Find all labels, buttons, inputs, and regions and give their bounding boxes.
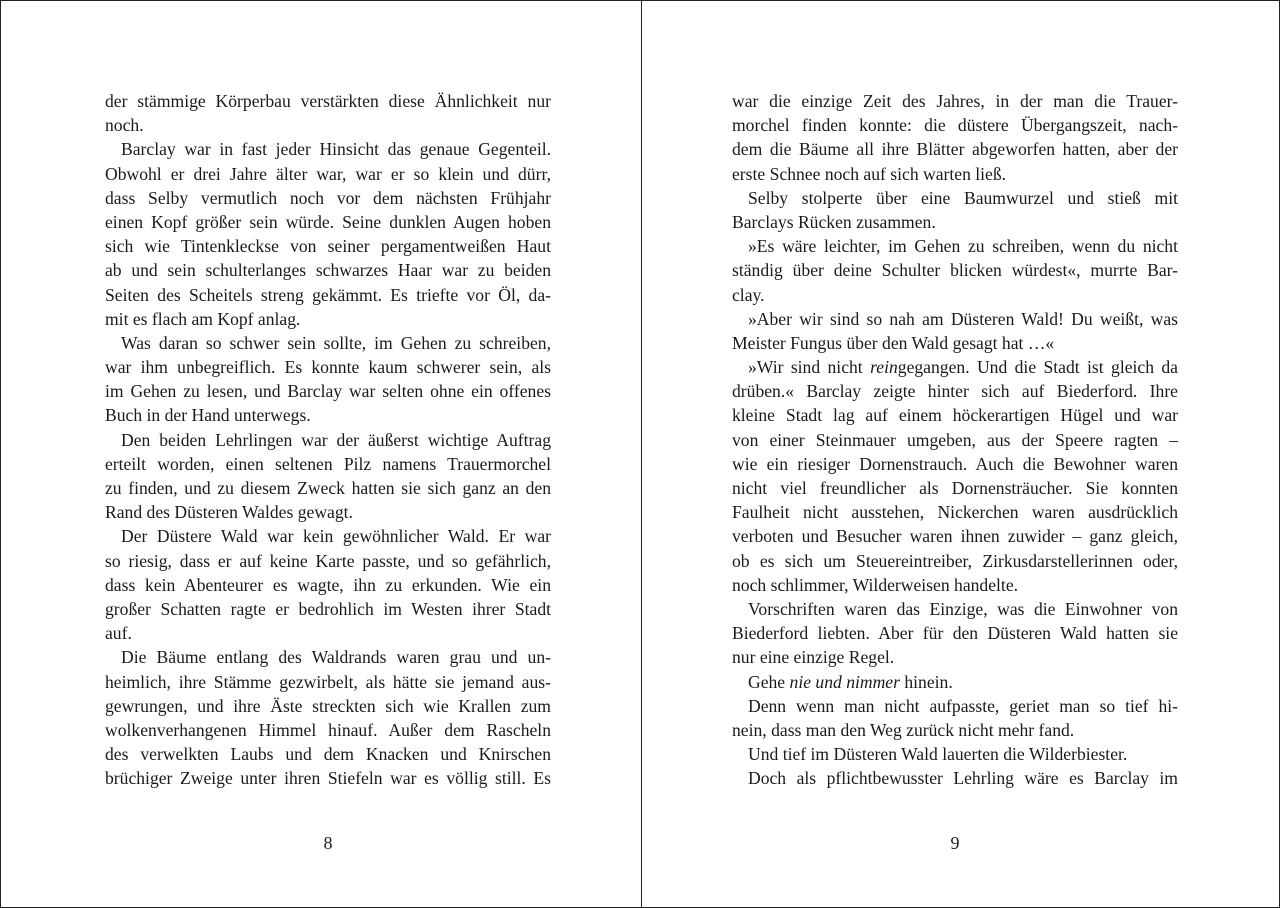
right-page-body <box>732 89 1178 790</box>
text-line: Selby stolperte über eine Baumwurzel und stieß mit <box>748 187 1178 208</box>
text-line: dass kein Abenteurer es wagte, ihn zu erkunden. Wie ein <box>105 574 551 595</box>
text-line: Biederford liebten. Aber für den Düsteren Wald hatten sie <box>732 623 1178 644</box>
text-line: ab und sein schulterlanges schwarzes Haar war zu beiden <box>105 260 551 281</box>
text-line: Faulheit nicht ausstehen, Nickerchen waren ausdrücklich <box>732 502 1178 523</box>
text-line: des verwelkten Laubs und dem Knacken und Knirschen <box>105 744 551 765</box>
text-line: verboten und Besucher waren ihnen zuwider – ganz gleich, <box>732 526 1178 547</box>
text-line: Obwohl er drei Jahre älter war, war er so klein und dürr, <box>105 163 551 184</box>
text-line: drüben.« Barclay zeigte hinter sich auf Biederford. Ihre <box>732 381 1178 402</box>
text-line: nein, dass man den Weg zurück nicht mehr fand. <box>732 719 1075 740</box>
text-line: sich wie Tintenkleckse von seiner pergamentweißen Haut <box>105 236 551 257</box>
text-line: einen Kopf größer sein würde. Seine dunklen Augen hoben <box>105 211 551 232</box>
text-line: heimlich, ihre Stämme gezwirbelt, als hätte sie jemand aus- <box>105 671 551 692</box>
text-line: morchel finden konnte: die düstere Übergangszeit, nach- <box>732 115 1178 136</box>
text-line: brüchiger Zweige unter ihren Stiefeln war es völlig still. Es <box>105 768 551 789</box>
emphasis-text: rein <box>870 357 898 378</box>
text-line: Und tief im Düsteren Wald lauerten die Wilderbiester. <box>748 744 1128 765</box>
text-line: Rand des Düsteren Waldes gewagt. <box>105 502 353 523</box>
text-line: von einer Steinmauer umgeben, aus der Speere ragten – <box>732 429 1178 450</box>
text-line: Meister Fungus über den Wald gesagt hat …« <box>732 332 1055 353</box>
text-line: Barclays Rücken zusammen. <box>732 211 936 232</box>
text-line: Den beiden Lehrlingen war der äußerst wichtige Auftrag <box>121 429 551 450</box>
text-line: großer Schatten ragte er bedrohlich im Westen ihrer Stadt <box>105 598 551 619</box>
page-gutter-divider <box>641 1 642 907</box>
text-line: Gehe nie und nimmer hinein. <box>748 671 953 692</box>
emphasis-text: nie und nimmer <box>789 671 900 692</box>
text-line: auf. <box>105 623 132 644</box>
text-line: mit es flach am Kopf anlag. <box>105 308 301 329</box>
right-page-number: 9 <box>950 833 960 853</box>
text-line: war ihm unbegreiflich. Es konnte kaum schwerer sein, als <box>105 357 551 378</box>
text-line: »Aber wir sind so nah am Düsteren Wald! Du weißt, was <box>748 308 1178 329</box>
text-line: nicht viel freundlicher als Dornensträucher. Sie konnten <box>732 478 1178 498</box>
text-line: »Es wäre leichter, im Gehen zu schreiben, wenn du nicht <box>748 236 1178 257</box>
text-line: Seiten des Scheitels streng gekämmt. Es triefte vor Öl, da- <box>105 284 551 305</box>
text-line: Vorschriften waren das Einzige, was die Einwohner von <box>748 598 1178 619</box>
text-line: dass Selby vermutlich noch vor dem nächsten Frühjahr <box>105 187 551 208</box>
text-line: gewrungen, und ihre Äste streckten sich wie Krallen zum <box>105 695 551 716</box>
left-page-number: 8 <box>323 833 333 853</box>
text-line: clay. <box>732 284 765 305</box>
text-line: so riesig, dass er auf keine Karte passte, und so gefährlich, <box>105 550 551 571</box>
text-line: Doch als pflichtbewusster Lehrling wäre es Barclay im <box>748 768 1178 789</box>
text-line: ob es sich um Steuereintreiber, Zirkusdarstellerinnen oder, <box>732 550 1178 571</box>
text-line: nur eine einzige Regel. <box>732 647 895 668</box>
text-line: Der Düstere Wald war kein gewöhnlicher Wald. Er war <box>121 526 551 547</box>
text-line: im Gehen zu lesen, und Barclay war selten ohne ein offenes <box>105 381 551 402</box>
left-page-body <box>105 89 551 790</box>
text-line: Denn wenn man nicht aufpasste, geriet man so tief hi- <box>748 695 1178 716</box>
text-line: dem die Bäume all ihre Blätter abgeworfen hatten, aber der <box>732 139 1178 160</box>
text-line: der stämmige Körperbau verstärkten diese Ähnlichkeit nur <box>105 91 551 111</box>
text-line: Buch in der Hand unterwegs. <box>105 405 311 426</box>
text-line: noch schlimmer, Wilderweisen handelte. <box>732 574 1019 595</box>
text-line: erteilt worden, einen seltenen Pilz namens Trauermorchel <box>105 453 551 474</box>
text-line: Was daran so schwer sein sollte, im Gehen zu schreiben, <box>121 332 551 353</box>
text-line: Barclay war in fast jeder Hinsicht das genaue Gegenteil. <box>121 139 551 160</box>
text-line: erste Schnee noch auf sich warten ließ. <box>732 163 1007 184</box>
text-line: war die einzige Zeit des Jahres, in der man die Trauer- <box>732 91 1178 111</box>
text-line: Die Bäume entlang des Waldrands waren grau und un- <box>121 647 551 668</box>
text-line: noch. <box>105 115 144 136</box>
text-line: wolkenverhangenen Himmel hinauf. Außer dem Rascheln <box>105 719 551 740</box>
text-line: wie ein riesiger Dornenstrauch. Auch die Bewohner waren <box>732 453 1178 474</box>
text-line: »Wir sind nicht reingegangen. Und die Stadt ist gleich da <box>748 357 1178 378</box>
text-line: kleine Stadt lag auf einem höckerartigen Hügel und war <box>732 405 1178 426</box>
text-line: zu finden, und zu diesem Zweck hatten sie sich ganz an den <box>105 478 551 498</box>
text-line: ständig über deine Schulter blicken würdest«, murrte Bar- <box>732 260 1178 281</box>
